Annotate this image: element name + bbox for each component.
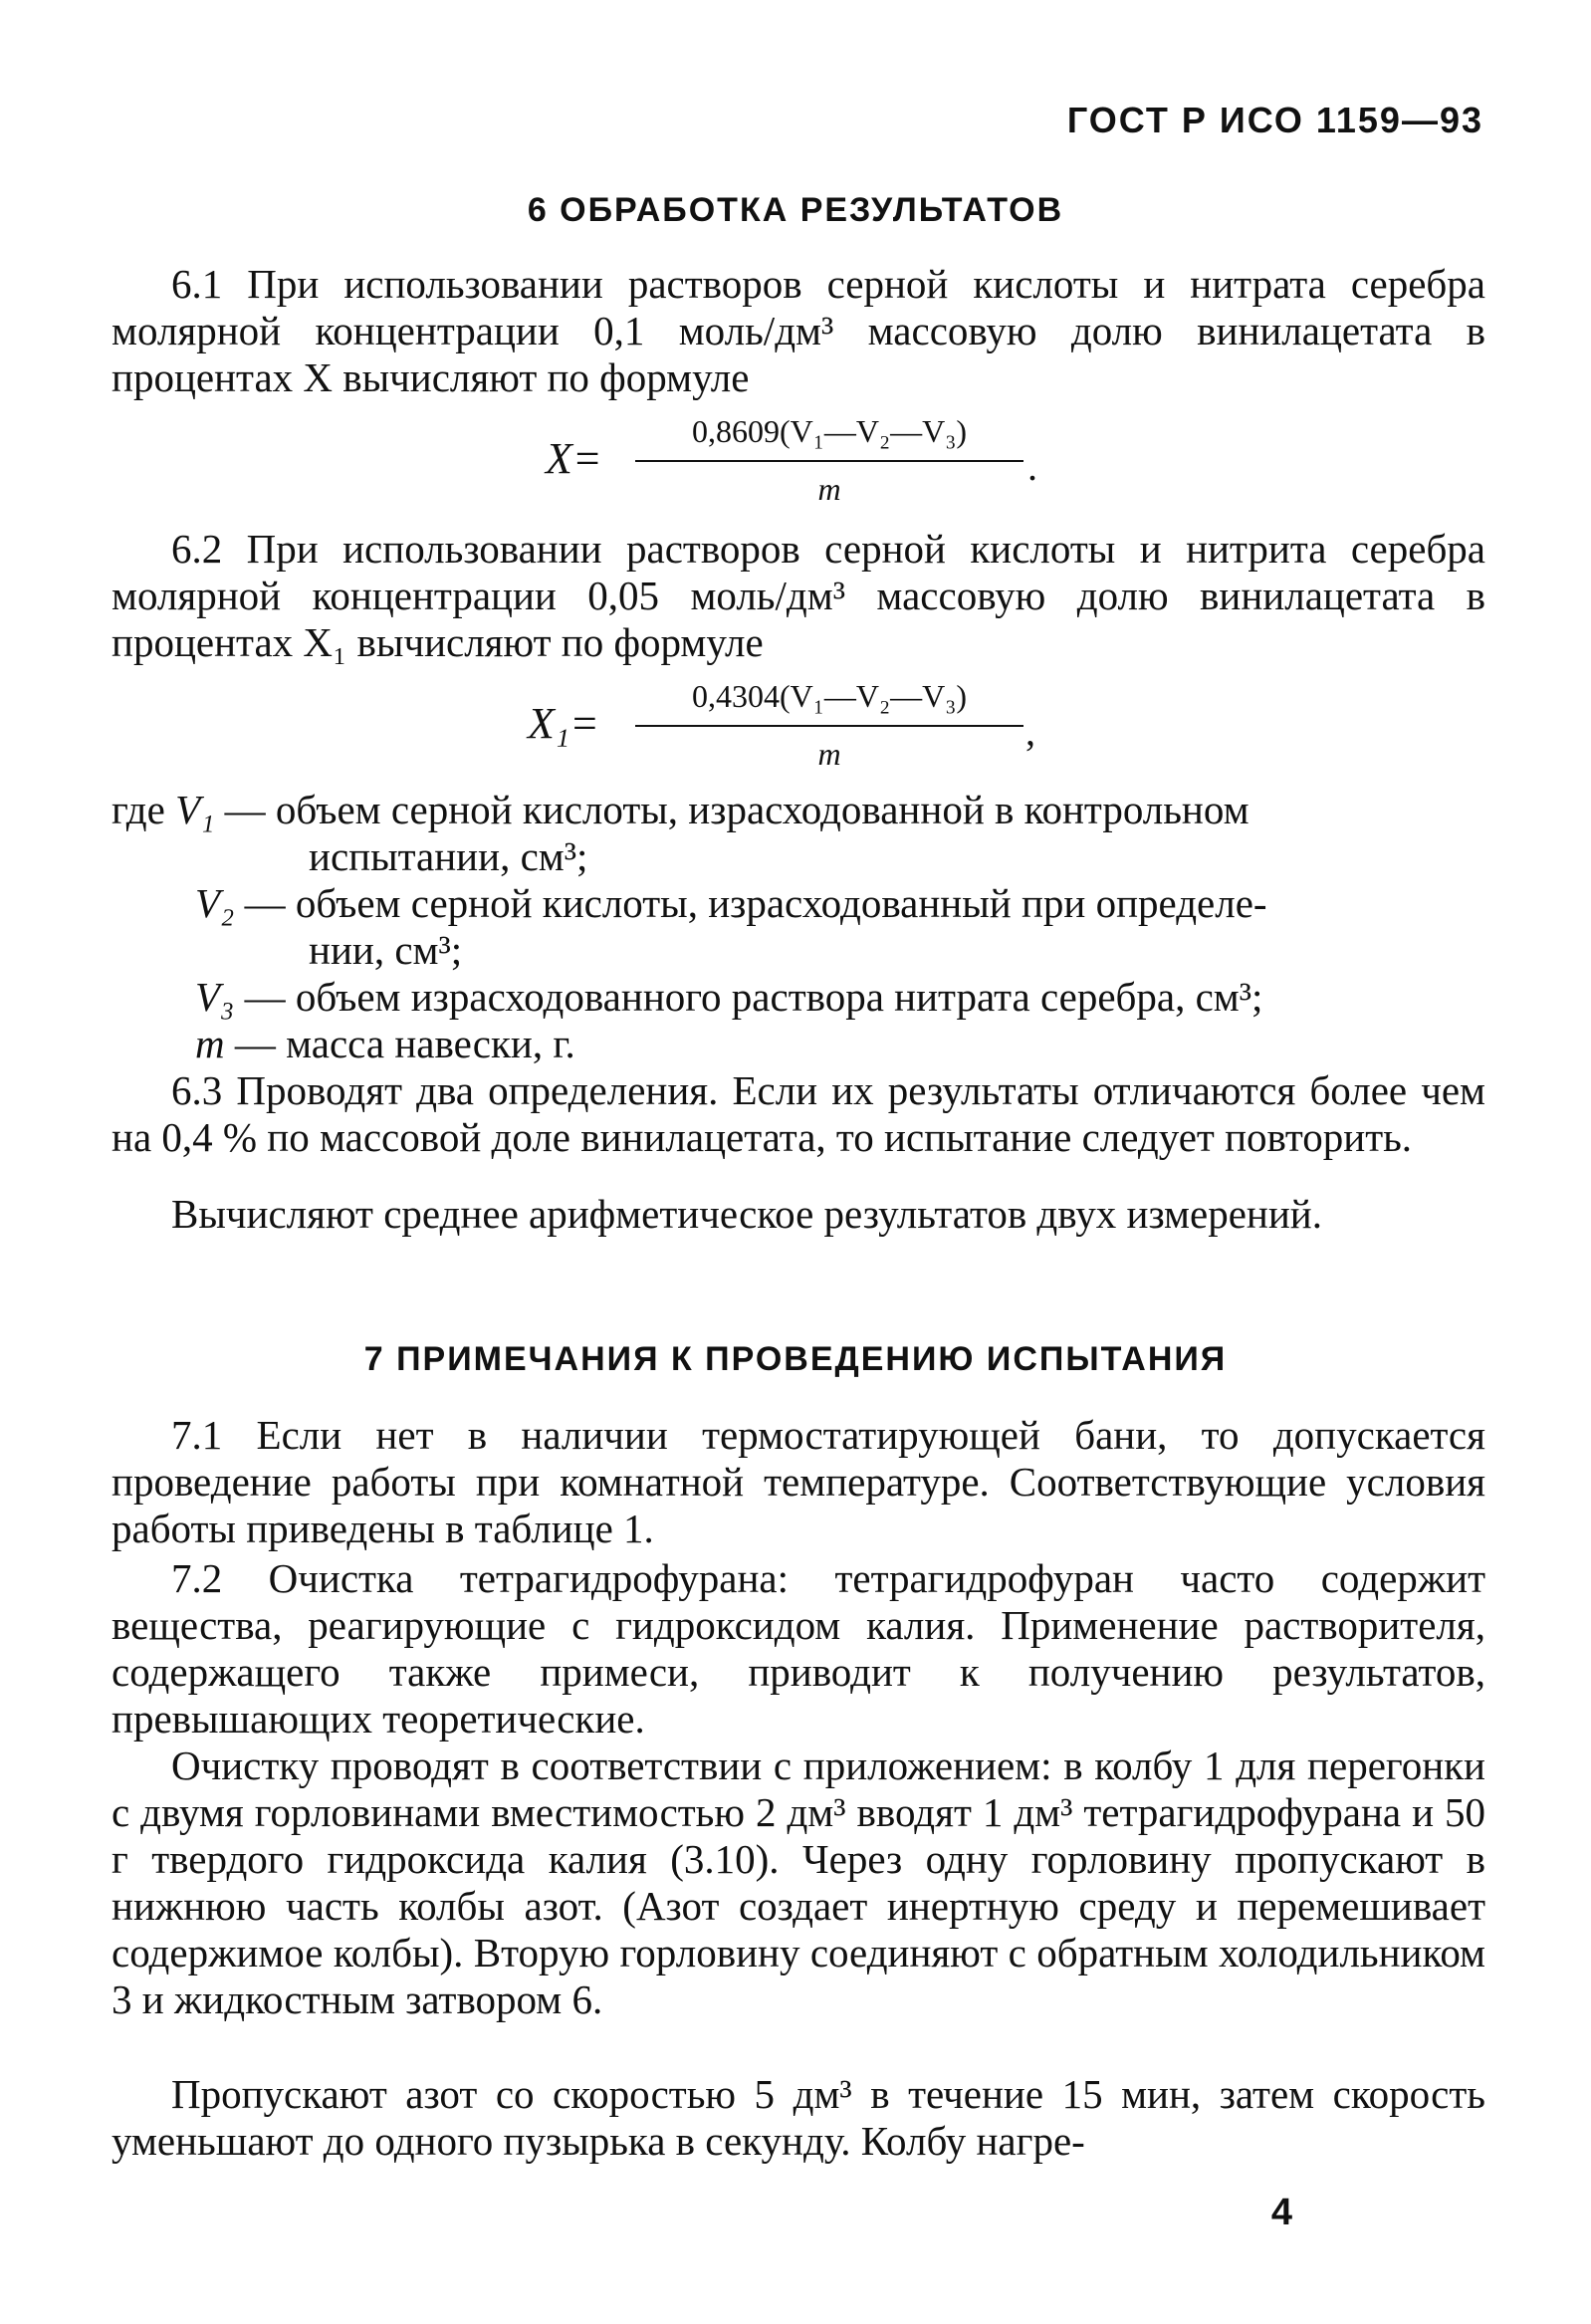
legend-m [195,1021,1489,1067]
paragraph-6-3: 6.3 Проводят два определения. Если их результаты отличаются более чем на 0,4 % по массовой доле винилацетата, то испытание следует повторить. [112,1067,1485,1160]
formula-x-fraction [635,408,1023,512]
section-7-heading: 7 ПРИМЕЧАНИЯ К ПРОВЕДЕНИЮ ИСПЫТАНИЯ [363,1340,1228,1378]
formula-x1-fraction [635,673,1023,777]
formula-x1 [528,673,1085,783]
formula-x1-numerator: 0,4304(V₁—V₂—V₃) [691,678,968,714]
legend-text: — масса навески, г. [234,1021,575,1066]
formula-x-punctuation: . [1027,444,1037,489]
legend-prefix: где [112,787,165,832]
legend-symbol: V₃ [195,974,235,1020]
legend-symbol: V₂ [195,880,235,926]
fraction-bar [635,460,1023,462]
paragraph-6-3-mean: Вычисляют среднее арифметическое результатов двух измерений. [171,1191,1322,1237]
section-6-heading: 6 ОБРАБОТКА РЕЗУЛЬТАТОВ [527,191,1064,229]
paragraph-7-1: 7.1 Если нет в наличии термостатирующей бани, то допускается проведение работы при комнатной температуре. Соответствующие условия работы приведены в таблице 1. [112,1412,1485,1551]
legend-v1 [112,787,1485,833]
legend-v2 [195,880,1489,927]
legend-v2-continuation: нии, см³; [309,927,463,973]
formula-x1-punctuation: , [1025,709,1035,754]
legend-text: — объем серной кислоты, израсходованный при определе- [244,880,1267,926]
paragraph-6-2: 6.2 При использовании растворов серной кислоты и нитрита серебра молярной концентрации 0,05 моль/дм³ массовую долю винилацетата в процентах X₁ вычисляют по формуле [112,526,1485,665]
formula-x1-denominator: m [817,736,841,772]
paragraph-7-2-purification: Очистку проводят в соответствии с приложением: в колбу 1 для перегонки с двумя горловинами вместимостью 2 дм³ вводят 1 дм³ тетрагидрофурана и 50 г твердого гидроксида калия (3.10). Через одну горловину пропускают в нижнюю часть колбы азот. (Азот создает инертную среду и перемешивает содержимое колбы). Вторую горловину соединяют с обратным холодильником 3 и жидкостным затвором 6. [112,1743,1485,2022]
formula-x-numerator: 0,8609(V₁—V₂—V₃) [691,413,968,449]
formula-x-denominator: m [817,471,841,507]
legend-text: — объем серной кислоты, израсходованной в контрольном [224,787,1250,832]
legend-text: — объем израсходованного раствора нитрата серебра, см³; [244,974,1263,1020]
formula-x1-lhs: X₁= [528,699,599,748]
legend-symbol: V₁ [175,787,215,832]
paragraph-7-2: 7.2 Очистка тетрагидрофурана: тетрагидрофуран часто содержит вещества, реагирующие с гидроксидом калия. Применение растворителя, содержащего также примеси, приводит к получению результатов, превышающих теоретические. [112,1555,1485,1742]
formula-x-lhs: X= [546,434,602,483]
legend-v3 [195,974,1489,1021]
legend-v1-continuation: испытании, см³; [309,833,588,879]
document-code: ГОСТ Р ИСО 1159—93 [1066,100,1483,140]
page-number: 4 [1270,2192,1292,2233]
fraction-bar [635,725,1023,727]
paragraph-7-2-nitrogen: Пропускают азот со скоростью 5 дм³ в течение 15 мин, затем скорость уменьшают до одного пузырька в секунду. Колбу нагре- [112,2071,1485,2164]
formula-x [546,408,1063,518]
paragraph-6-1: 6.1 При использовании растворов серной кислоты и нитрата серебра молярной концентрации 0,1 моль/дм³ массовую долю винилацетата в процентах X вычисляют по формуле [112,261,1485,400]
legend-symbol: m [195,1021,225,1066]
